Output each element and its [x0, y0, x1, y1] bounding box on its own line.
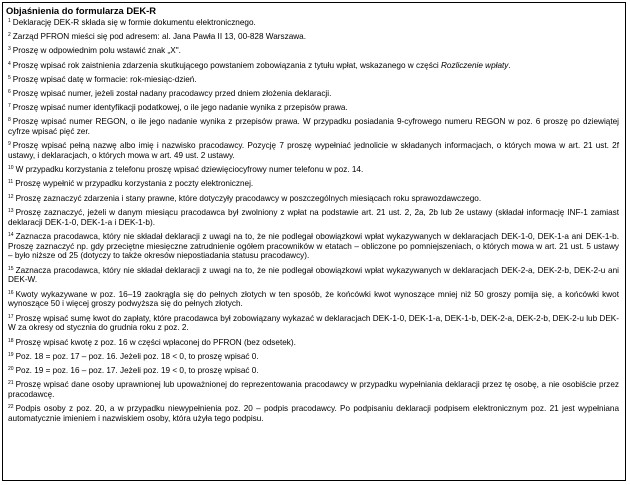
footnote-number: 11 — [8, 179, 14, 186]
footnote-text: Zarząd PFRON mieści się pod adresem: al. Jana Pawła II 13, 00-828 Warszawa. — [12, 32, 306, 42]
footnote-number: 22 — [8, 404, 14, 411]
footnote-text: Proszę wpisać numer identyfikacji podatkowej, o ile jego nadanie wynika z przepisów prawa. — [12, 103, 348, 113]
footnote-14 — [6, 232, 619, 261]
footnote-italic-term: Rozliczenie wpłaty — [441, 60, 509, 70]
footnote-number: 18 — [8, 337, 14, 344]
footnote-22 — [6, 404, 619, 424]
footnote-2 — [6, 32, 619, 42]
footnote-number: 5 — [8, 74, 11, 81]
footnote-text: Proszę wpisać datę w formacie: rok-miesiąc-dzień. — [12, 74, 197, 84]
footnote-number: 13 — [8, 207, 14, 214]
footnote-number: 6 — [8, 88, 11, 95]
footnote-3 — [6, 46, 619, 56]
footnote-text: Proszę wpisać sumę kwot do zapłaty, które pracodawca był zobowiązany wykazać w deklaracjach DEK-1-0, DEK-1-a, DEK-1-b, DEK-2-a, DEK-2-b, DEK-2-u lub DEK-W za okresy od stycznia do grudnia roku z poz. 2. — [8, 313, 619, 333]
footnote-16 — [6, 290, 619, 310]
footnote-12 — [6, 194, 619, 204]
document-title: Objaśnienia do formularza DEK-R — [6, 5, 157, 16]
footnote-number: 16 — [8, 289, 14, 296]
footnote-8 — [6, 117, 619, 137]
footnote-number: 7 — [8, 103, 11, 110]
footnote-number: 21 — [8, 380, 14, 387]
footnote-text: Poz. 19 = poz. 16 – poz. 17. Jeżeli poz. 19 < 0, to proszę wpisać 0. — [15, 365, 259, 375]
footnote-13 — [6, 208, 619, 228]
footnote-text: Proszę zaznaczyć zdarzenia i stany prawne, które dotyczyły pracodawcy w poszczególnych miesiącach roku sprawozdawczego. — [15, 193, 482, 203]
footnote-19 — [6, 352, 619, 362]
footnote-text: Zaznacza pracodawca, który nie składał deklaracji z uwagi na to, że nie podlegał obowiązkowi wpłat wykazywanych w deklaracjach DEK-2-a, DEK-2-b, DEK-2-u ani DEK-W. — [8, 265, 619, 285]
footnote-1 — [6, 18, 619, 28]
footnote-number: 17 — [8, 313, 14, 320]
footnote-7 — [6, 103, 619, 113]
footnote-number: 3 — [8, 46, 11, 53]
footnote-21 — [6, 380, 619, 400]
footnote-text: Zaznacza pracodawca, który nie składał deklaracji z uwagi na to, że nie podlegał obowiązkowi wpłat wykazywanych w deklaracjach DEK-1-0, DEK-1-a ani DEK-1-b. Proszę zaznaczyć np. gdy przeciętne miesięczne zatrudnienie ogółem pracowników w etatach – obliczone po pomniejszeniach, o których mowa w art. 21 ust. 5 ustawy – było niższe od 25 (dotyczy to także okresów niepostiadania statusu pracodawcy). — [8, 231, 619, 261]
footnote-text: Proszę wpisać numer REGON, o ile jego nadanie wynika z przepisów prawa. W przypadku posiadania 9-cyfrowego numeru REGON w poz. 6 proszę po dziewiątej cyfrze wpisać pięć zer. — [8, 117, 619, 137]
footnote-number: 20 — [8, 365, 14, 372]
footnote-15 — [6, 266, 619, 286]
footnote-number: 1 — [8, 18, 11, 24]
footnote-18 — [6, 338, 619, 348]
explanations-panel — [2, 2, 626, 481]
footnote-number: 8 — [8, 117, 11, 124]
footnote-17 — [6, 314, 619, 334]
notes-list — [6, 18, 619, 424]
footnote-text: Deklarację DEK-R składa się w formie dokumentu elektronicznego. — [12, 18, 256, 27]
footnote-text: Proszę wpisać numer, jeżeli został nadany pracodawcy przed dniem złożenia deklaracji. — [12, 88, 332, 98]
footnote-number: 10 — [8, 165, 14, 172]
footnote-4 — [6, 61, 619, 71]
footnote-number: 15 — [8, 265, 14, 272]
footnote-number: 4 — [8, 60, 11, 67]
footnote-number: 12 — [8, 193, 14, 200]
footnote-number: 19 — [8, 351, 14, 358]
footnote-text: Podpis osoby z poz. 20, a w przypadku niewypełnienia poz. 20 – podpis pracodawcy. Po podpisaniu deklaracji podpisem elektronicznym poz. 21 jest wypełniana automatycznie imieniem i nazwiskiem osoby, która użyła tego podpisu. — [8, 404, 619, 423]
footnote-text: Proszę w odpowiednim polu wstawić znak „X". — [12, 46, 181, 56]
footnote-text: Proszę wpisać dane osoby uprawnionej lub upoważnionej do reprezentowania pracodawcy w przypadku wypełniania deklaracji przez tę osobę, a nie osobiście przez pracodawcę. — [8, 380, 619, 399]
footnote-text: W przypadku korzystania z telefonu proszę wpisać dziewięciocyfrowy numer telefonu w poz. 14. — [15, 165, 364, 175]
footnote-number: 9 — [8, 141, 11, 148]
footnote-20 — [6, 366, 619, 376]
footnote-text: Poz. 18 = poz. 17 – poz. 16. Jeżeli poz. 18 < 0, to proszę wpisać 0. — [15, 351, 259, 361]
footnote-text: Proszę wpisać rok zaistnienia zdarzenia skutkującego powstaniem zobowiązania z tytułu wpłat, wskazanego w części — [12, 60, 442, 70]
footnote-text: Proszę wypełnić w przypadku korzystania z poczty elektronicznej. — [15, 179, 254, 189]
footnote-text: Proszę zaznaczyć, jeżeli w danym miesiącu pracodawca był zwolniony z wpłat na podstawie art. 21 ust. 2, 2a, 2b lub 2e ustawy (składał informację INF-1 zamiast deklaracji DEK-1-0, DEK-1-a i DEK-1-b). — [8, 207, 619, 227]
footnote-text: Proszę wpisać pełną nazwę albo imię i nazwisko pracodawcy. Pozycję 7 proszę wypełniać jednolicie w składanych informacjach, o których mowa w art. 21 ust. 2f ustawy, i deklaracjach, o których mowa w art. 49 ust. 2 ustawy. — [8, 141, 619, 161]
footnote-10 — [6, 165, 619, 175]
footnote-text: Proszę wpisać kwotę z poz. 16 w części wpłaconej do PFRON (bez odsetek). — [15, 337, 296, 347]
footnote-6 — [6, 89, 619, 99]
footnote-text-end: . — [508, 60, 511, 70]
footnote-text: Kwoty wykazywane w poz. 16–19 zaokrągla się do pełnych złotych w ten sposób, że końcówki kwot wynoszące mniej niż 50 groszy pomija się, a końcówki kwot wynoszące 50 i więcej groszy podwyższa się do pełnych złotych. — [8, 289, 619, 309]
footnote-9 — [6, 141, 619, 161]
footnote-number: 14 — [8, 231, 14, 238]
footnote-number: 2 — [8, 32, 11, 39]
footnote-5 — [6, 75, 619, 85]
footnote-11 — [6, 179, 619, 189]
